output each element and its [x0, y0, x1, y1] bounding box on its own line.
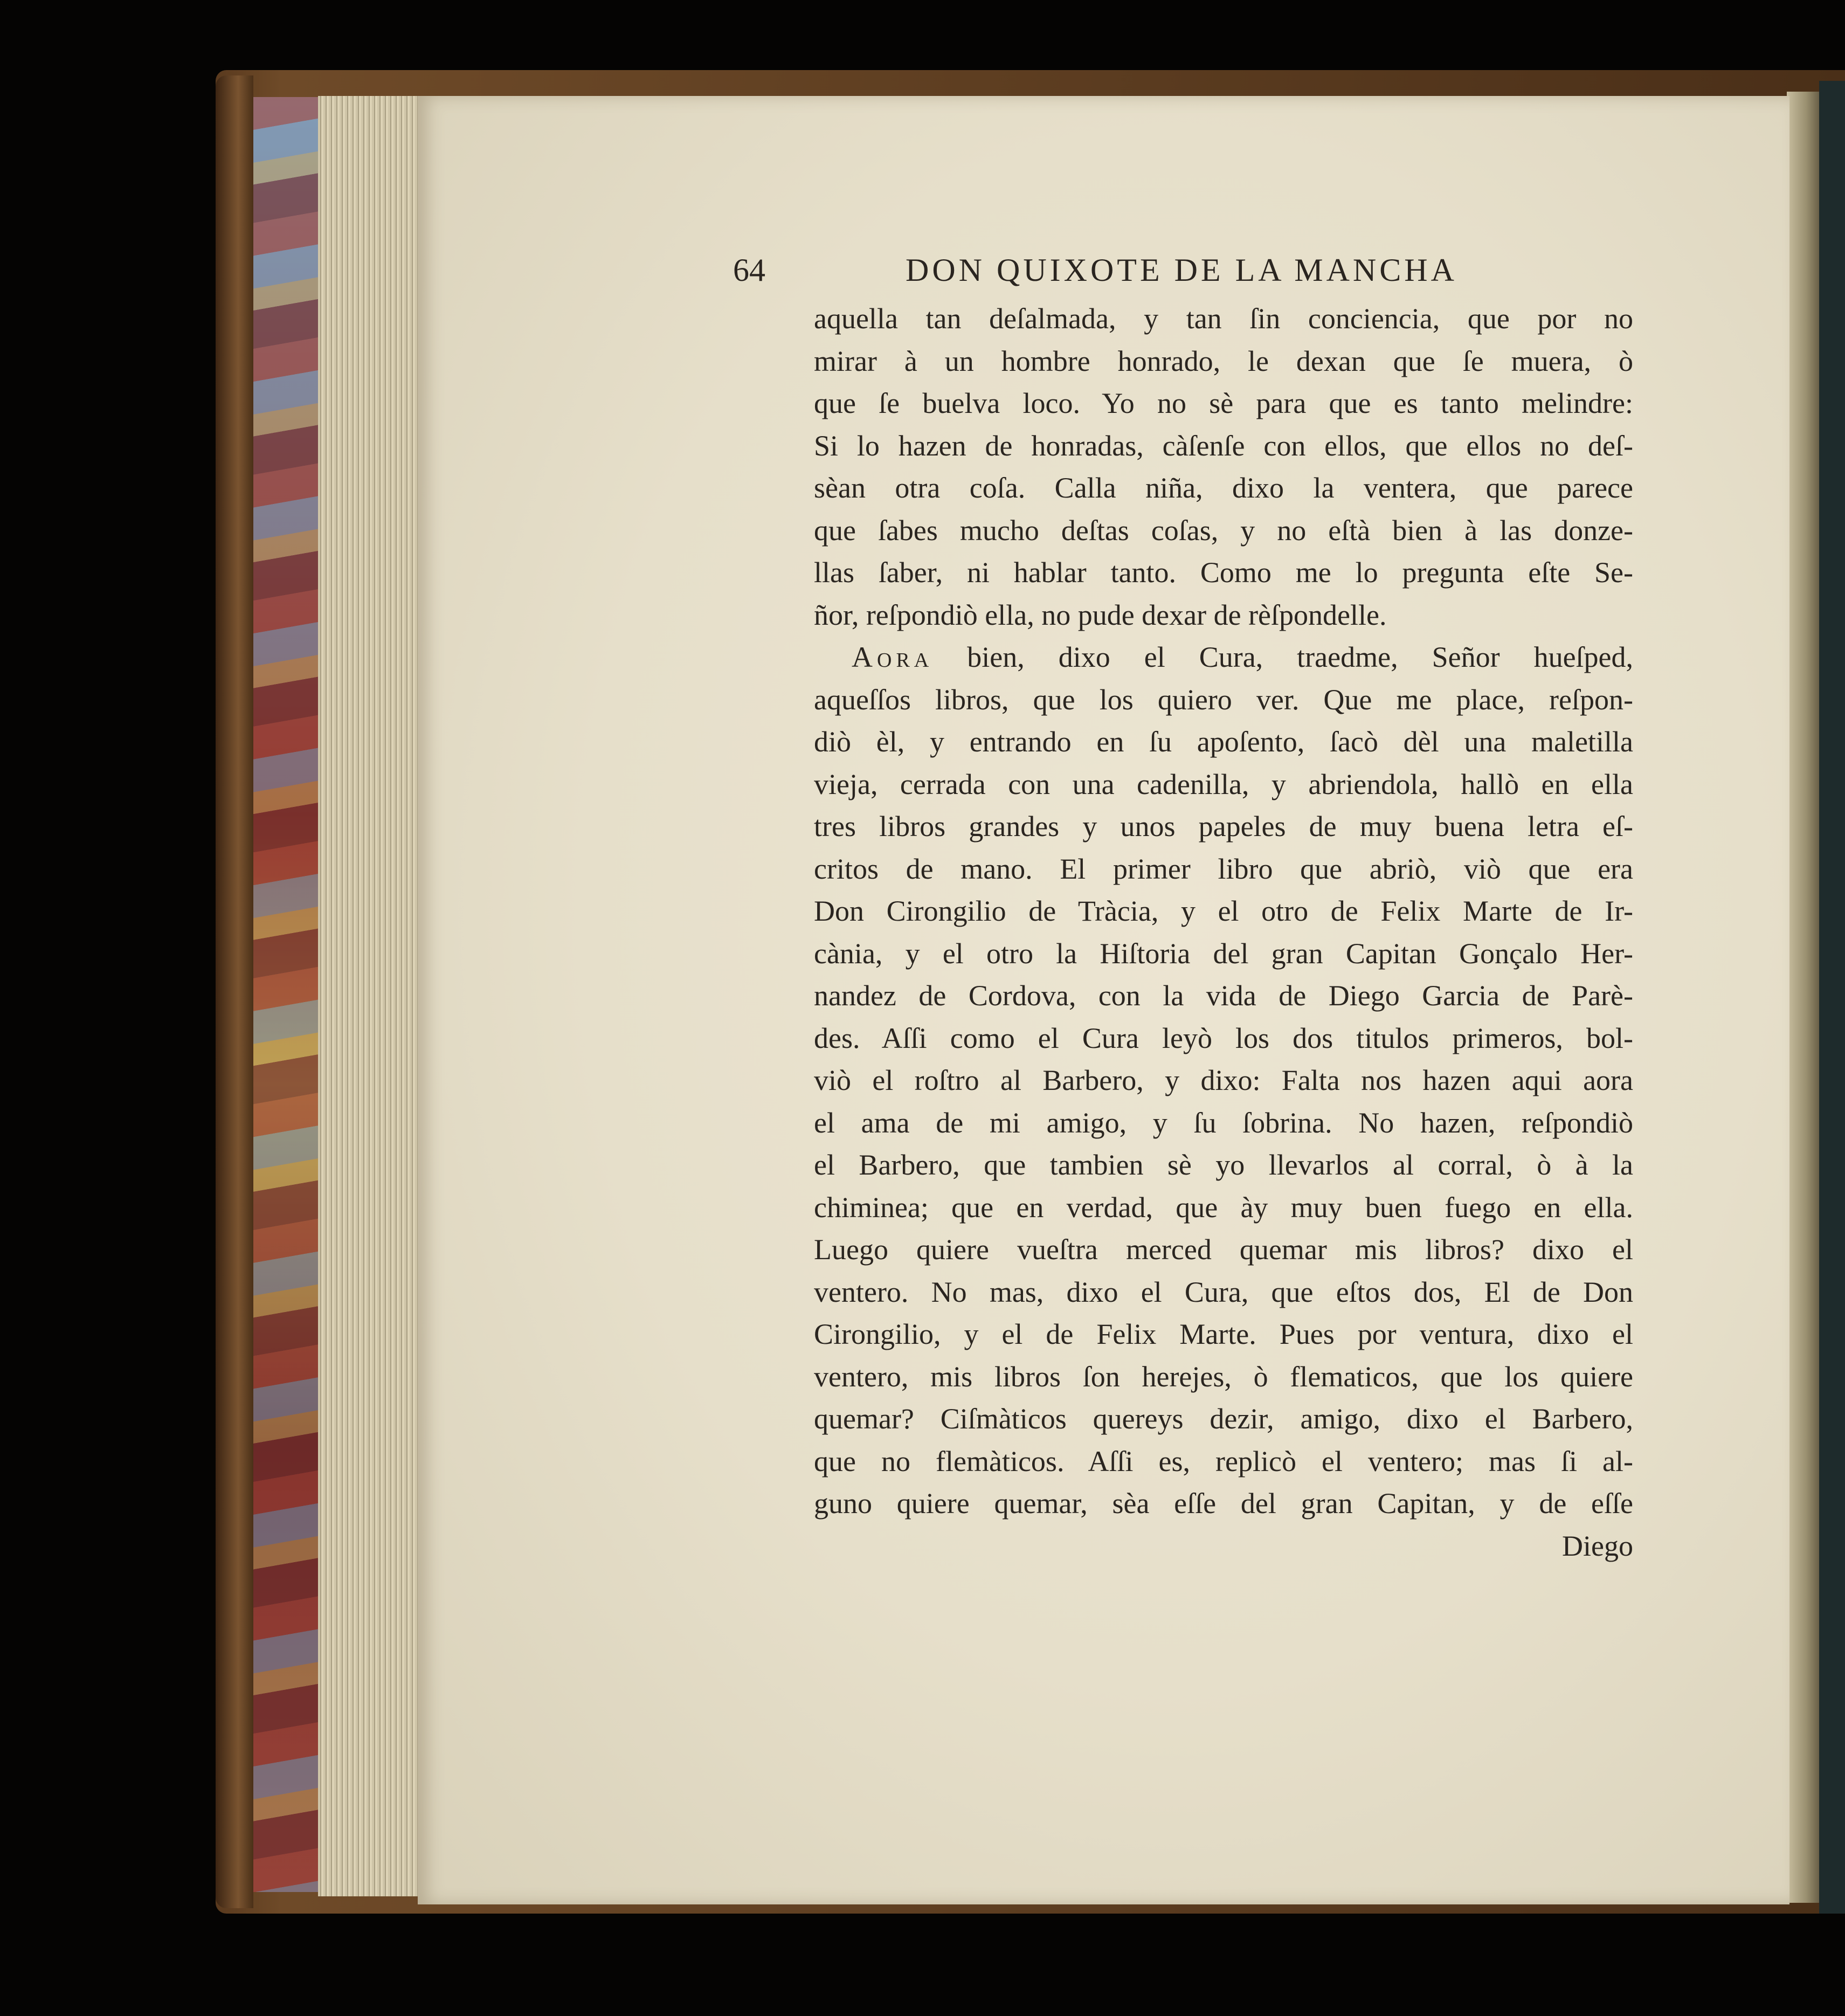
text-line: diò èl, y entrando en ſu apoſento, ſacò dèl una maletilla [814, 726, 1633, 758]
page-stack-edge [318, 96, 420, 1896]
text-line: llas ſaber, ni hablar tanto. Como me lo pregunta eſte Se- [814, 556, 1633, 589]
text-line: Don Cirongilio de Tràcia, y el otro de Felix Marte de Ir- [814, 895, 1633, 927]
text-line: aquella tan deſalmada, y tan ſin conciencia, que por no [814, 302, 1633, 335]
text-line: sèan otra coſa. Calla niña, dixo la ventera, que parece [814, 472, 1633, 504]
text-line: el ama de mi amigo, y ſu ſobrina. No hazen, reſpondiò [814, 1106, 1633, 1139]
text-line: mirar à un hombre honrado, le dexan que ſe muera, ò [814, 344, 1633, 377]
text-block [814, 298, 1633, 1567]
text-line: vieja, cerrada con una cadenilla, y abriendola, hallò en ella [814, 768, 1633, 800]
binding-edge [216, 75, 253, 1908]
text-line: que no flemàticos. Aſſi es, replicò el ventero; mas ſi al- [814, 1445, 1633, 1478]
text-line: des. Aſſi como el Cura leyò los dos titulos primeros, bol- [814, 1021, 1633, 1054]
running-title: DON QUIXOTE DE LA MANCHA [906, 252, 1457, 288]
text-line: ventero. No mas, dixo el Cura, que eſtos dos, El de Don [814, 1275, 1633, 1308]
text-line: el Barbero, que tambien sè yo llevarlos al corral, ò à la [814, 1149, 1633, 1181]
paragraph-opening-word: Aora [852, 641, 934, 673]
text-line: ventero, mis libros ſon herejes, ò flematicos, que los quiere [814, 1360, 1633, 1393]
text-line: Cirongilio, y el de Felix Marte. Pues por ventura, dixo el [814, 1318, 1633, 1350]
page-number: 64 [733, 252, 765, 288]
text-line: cània, y el otro la Hiſtoria del gran Capitan Gonçalo Her- [814, 937, 1633, 970]
text-line: nandez de Cordova, con la vida de Diego Garcia de Parè- [814, 979, 1633, 1012]
text-line: critos de mano. El primer libro que abriò, viò que era [814, 852, 1633, 885]
text-line: tres libros grandes y unos papeles de muy buena letra eſ- [814, 810, 1633, 843]
facing-page-edge [1787, 92, 1819, 1903]
text-line: quemar? Ciſmàticos quereys dezir, amigo, dixo el Barbero, [814, 1403, 1633, 1435]
text-line: ñor, reſpondiò ella, no pude dexar de rèſpondelle. [814, 598, 1387, 631]
paragraph-first-line [814, 636, 1633, 679]
text-line-rest: bien, dixo el Cura, traedme, Señor hueſped, [967, 641, 1634, 673]
marbled-endpaper [253, 97, 318, 1892]
background-block [1819, 81, 1845, 1914]
text-line: chiminea; que en verdad, que ày muy buen fuego en ella. [814, 1191, 1633, 1224]
text-line: guno quiere quemar, sèa eſſe del gran Capitan, y de eſſe [814, 1487, 1633, 1520]
text-line: que ſabes mucho deſtas coſas, y no eſtà bien à las donze- [814, 514, 1633, 547]
catchword: Diego [1562, 1529, 1633, 1562]
text-line: Luego quiere vueſtra merced quemar mis libros? dixo el [814, 1233, 1633, 1266]
running-head [733, 245, 1531, 294]
text-line: viò el roſtro al Barbero, y dixo: Falta nos hazen aqui aora [814, 1064, 1633, 1096]
text-line: que ſe buelva loco. Yo no sè para que es tanto melindre: [814, 387, 1633, 419]
text-line: Si lo hazen de honradas, càſenſe con ellos, que ellos no deſ- [814, 429, 1633, 462]
text-line: aqueſſos libros, que los quiero ver. Que me place, reſpon- [814, 683, 1633, 716]
